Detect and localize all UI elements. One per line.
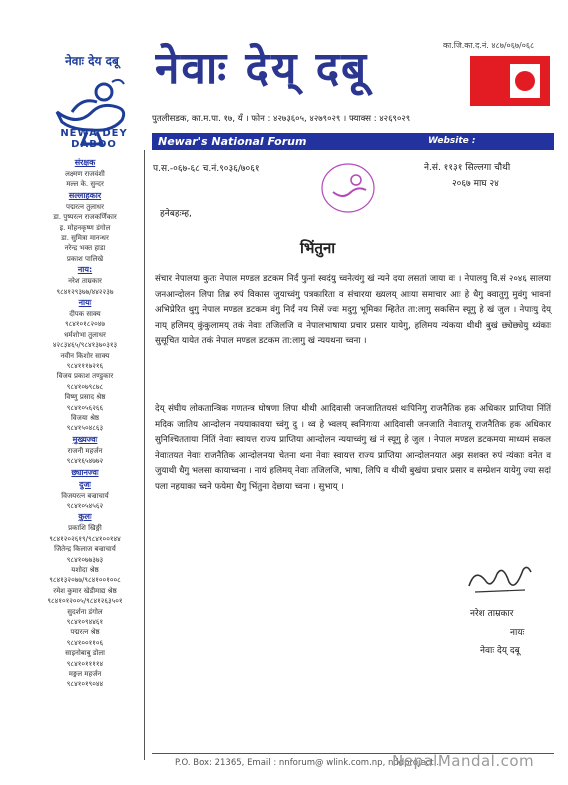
sidebar-entry: ९८४१०७७३७३	[66, 555, 104, 564]
sidebar-entry: ९८४१००११०६	[66, 638, 104, 647]
sidebar-entry: दीपक साक्य	[69, 310, 101, 318]
sidebar-entry: ९८४१६५४७७२	[66, 457, 104, 466]
sidebar-entry: नवीन किशोर साक्य	[60, 351, 110, 360]
sidebar-entry: जितेन्द्र किलाज बज्राचार्य	[54, 545, 116, 554]
sidebar-entry: यशोदा श्रेष्ठ	[71, 566, 99, 574]
sidebar-entry: डा. सुमित्रा मानन्धर	[61, 234, 109, 242]
sidebar-entry: ९८४१०९४४६१	[66, 618, 104, 626]
sidebar-entry: डा. पुष्परत्न राजकर्णिकार	[53, 213, 117, 222]
organization-stamp	[318, 158, 378, 216]
sidebar-entry: ९८४१५०४८६३	[66, 424, 104, 433]
sidebar-entry: साइनोबाबु डोला	[65, 649, 105, 658]
sidebar-entry: धर्मशोभा तुलाधर	[64, 330, 106, 339]
letter-paragraph-1: संचार नेपालया कुतः नेपाल मण्डल डटकम निर्दं फुनां स्वदंयु च्वनेत्यंगु खं न्यने दया लसतां जाया वः । नेपालयु वि.सं २०४६ सालया जनआन्दोलन लिपा तिब्र रुपं विकास जुयाच्वंगु पत्रकारिता व संचारया ख्यलय् आःया समाचार आः हे धैगु क्वातुगु मुवंगु भावनां अभिप्रेरित थुगु नेपाल मण्डल डटकम वंगु निर्दं नय निसें ज्वः मदुगु भूमिका म्हितेत ता:लागु सकसिन स्यूगु हे खं जुल । नेपाःयु देय् नाय् हलिमय् कुंकुलामय् तकं नेवाः तजिलजि व नेपालभाषाया प्रचार प्रसार यायेगु, हलिमय न्यंकया थीथी बुखं छ्येछ्येयु थ्यंकाः सुसूचित यायेत तकं नेपाल मण्डल डटकम ता:लागु खं न्ययथना च्वना ।	[155, 274, 551, 347]
sidebar-heading: संरक्षक	[74, 158, 96, 167]
sidebar-heading: नायः	[78, 298, 92, 307]
sidebar-entry: ९८४१०१२००५/९८४१२६३५०१	[47, 597, 123, 606]
sidebar-entry: ९८४१०५४५६२	[66, 502, 104, 510]
signatory-name: नरेश ताम्रकार	[470, 609, 514, 619]
sidebar-heading: सल्लाहकार	[68, 190, 102, 200]
sidebar-entry: प्रकाश पालिखे	[66, 254, 104, 263]
bikram-sambat-date: २०६७ माघ २४	[452, 179, 499, 189]
sidebar-entry: इ. मोहनकृष्ण डंगोल	[59, 223, 111, 232]
watermark: NepalMandal.com	[392, 752, 535, 770]
sidebar-entry: पद्मरत्न श्रेष्ठ	[70, 628, 100, 637]
sidebar-entry: ९८४१०१८२०४७	[64, 320, 106, 329]
sidebar-entry: ९८४१२०२६१९/९८४१००१४४	[49, 534, 121, 543]
sidebar-entry: विजय प्रकाश तण्डुकार	[56, 372, 114, 381]
sidebar-heading: दुजः	[79, 479, 91, 489]
forum-name: Newar's National Forum	[158, 135, 307, 148]
sidebar-entry: सुदर्शना डंगोल	[67, 607, 103, 616]
address-line: पुतलीसडक, का.म.पा. १७, यँ । फोन : ४२७३६०५, ४२७९०२९ । फ्याक्स : ४२६९०२९	[152, 114, 411, 124]
sidebar-heading: छ्यानज्वः	[71, 467, 99, 477]
logo-english-text: NEWA DEY DABOO	[60, 128, 128, 150]
registration-number: का.जि.का.द.नं. ४८७/०६७/०६८	[443, 41, 535, 50]
masthead-title: नेवाः देय् दबू	[155, 43, 369, 94]
website-link[interactable]: Website : www.deydaboo.org	[428, 136, 527, 163]
sidebar-entry: राजनी महर्जन	[67, 446, 103, 455]
sidebar-heading: कुलः	[78, 512, 92, 522]
sidebar-entry: विष्णु प्रसाद श्रेष्ठ	[64, 393, 106, 402]
sidebar-entry: रमेश कुमार खेडीमाद्य श्रेष्ठ	[53, 586, 117, 595]
signatory-organization: नेवाः देय् दबू	[480, 646, 520, 656]
sidebar-entry: ९८४१०७९८७८	[66, 382, 104, 391]
signatory-role: नायः	[510, 628, 525, 638]
sidebar-entry: ९८४१०११११४	[66, 659, 104, 668]
sidebar-entry: विजयरत्न बज्राचार्य	[61, 491, 109, 500]
sidebar-entry: ९८४१२९३७७/४४२२३७	[56, 287, 114, 296]
sidebar-entry: विजया श्रेष्ठ	[70, 414, 100, 422]
sidebar-entry: मङ्गल महर्जन	[68, 670, 102, 678]
footer-contact: P.O. Box: 21365, Email : nnforum@ wlink.com.np, nddproject...	[175, 758, 442, 768]
sidebar-entry: मल्ल के. सुन्दर	[66, 180, 104, 189]
sidebar-entry: नरेन्द्र भक्त हाडा	[64, 244, 106, 253]
sidebar-entry: ९८४१०१९०४४	[66, 680, 104, 689]
sidebar-entry: ९८४१०५६२६६	[66, 403, 104, 412]
logo-arc-text: नेवाः देय दबू	[65, 54, 119, 68]
sidebar-entry: नरेश ताम्रकार	[68, 277, 102, 286]
sidebar-entry: ९८४१३२०७७/९८४१००१००८	[49, 576, 121, 585]
sidebar-heading: नाय:	[77, 265, 93, 275]
reference-number: प.स.-०६७-६८ च.नं.९०३६/७०६१	[153, 164, 260, 174]
salutation: हनेबहःम्ह,	[160, 209, 192, 219]
letter-paragraph-2: देय् संघीय लोकतान्त्रिक गणतन्त्र घोषणा लिपा थीथी आदिवासी जनजातितयसं थःपिनिगु राजनैतिक हक अधिकार प्राप्तिया निंतिं मदिक जातिय आन्दोलन नययाकावया च्वंगु दु । थ्व हे भ्वलय् स्वनिगःया आदिवासी जनजाति नेवाःतयू राजनैतिक हक अधिकार सुनिश्चितताया निंतिं नेवाः स्वायत्त राज्य प्राप्तिया आन्दोलन न्ययाच्वंगु खं नं स्यूगु हे जुल । नेपाल मण्डल डटकमया माध्यमं सकल नेवाःतयत नेवाः राजनैतिक आन्दोलनया चेतना थना नेवाः स्वायत्त राज्य प्राप्तिया आन्दोलनयात अझ सशक्त रुपं न्यंकाः वनेत व जुयाथी धैगु भलसा कायाच्वना । नायं हलिमय् नेवाः तजिलजि, भाषा, लिपि व थीथी बुखंया प्रचार प्रसार व सम्प्रेशन यायेगु ज्या सदां पला नहयाका च्वने फयेमा धैगु भिंतुना देछाया च्वना । सुभाय् ।	[155, 404, 551, 492]
sidebar-divider	[144, 150, 145, 760]
sidebar-heading: मुख्यज्वः	[72, 434, 98, 444]
letter-title: भिंतुना	[300, 239, 336, 257]
sidebar-entry: ९८४१११७२१६	[66, 362, 104, 370]
sidebar-entry: लक्ष्मण राजवंशी	[65, 170, 105, 178]
signature-mark	[465, 560, 535, 598]
nepal-sambat-date: ने.सं. ११३१ सिल्लगा चौथी	[424, 163, 511, 173]
sidebar-entry: ४२८३४६५/९८४१३७०३१३	[52, 341, 118, 350]
sidebar-entry: पद्मरत्न तुलाधर	[66, 202, 104, 211]
flag-emblem	[470, 56, 550, 106]
sidebar-entry: प्रकाशि खिङ्गी	[68, 524, 102, 533]
